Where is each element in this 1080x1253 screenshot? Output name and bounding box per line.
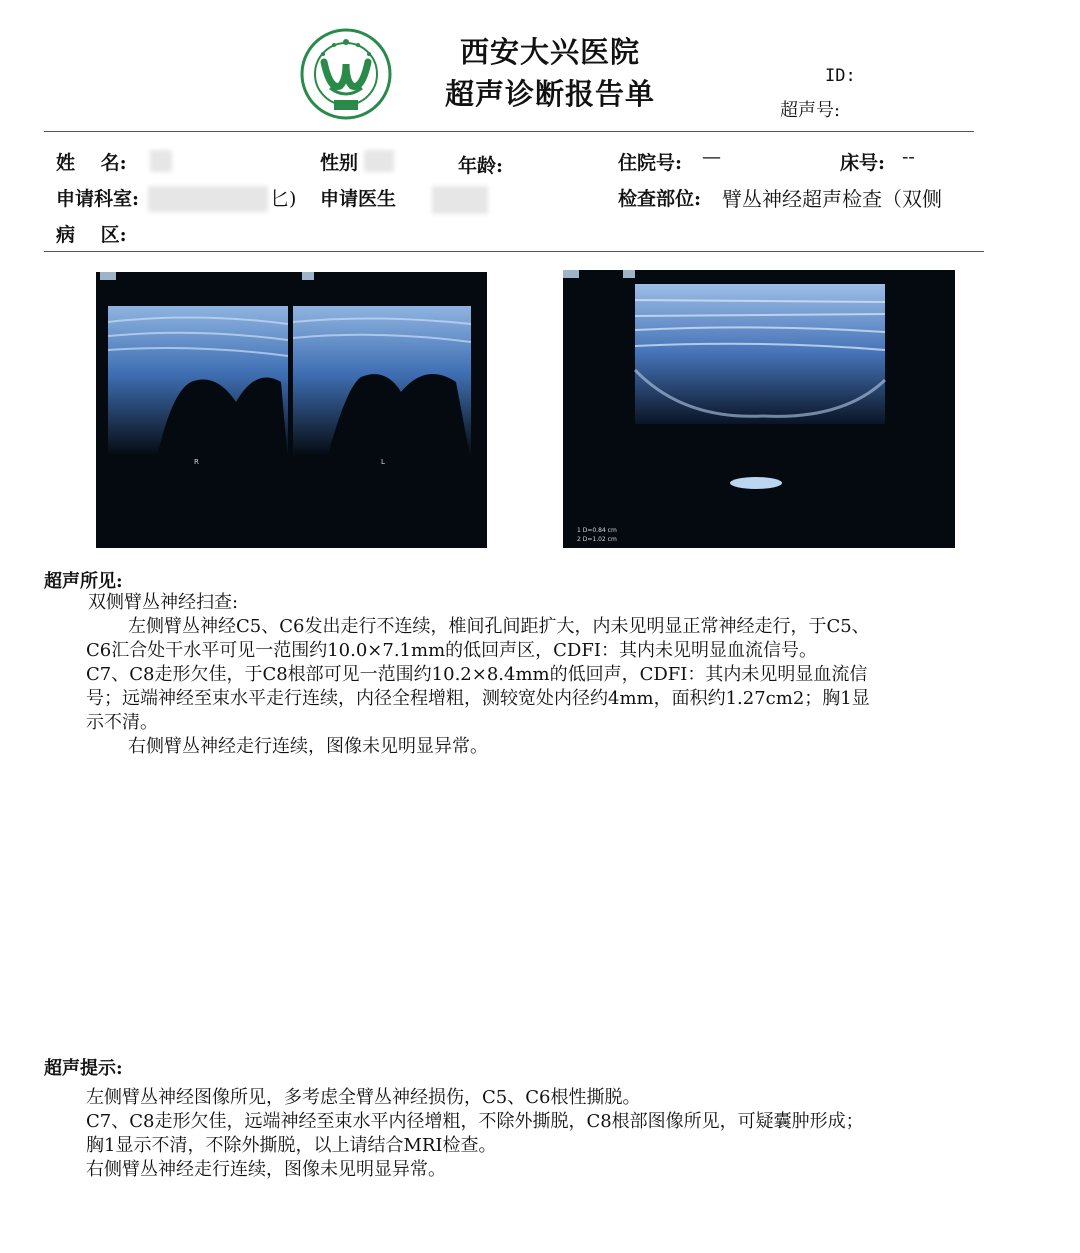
findings-line: 示不清。 — [86, 712, 158, 733]
inpatient-value: — — [702, 146, 721, 168]
ultrasound-image-longitudinal — [563, 270, 955, 548]
id-label: ID: — [825, 66, 856, 86]
bed-value: -- — [902, 146, 915, 168]
marker-l: L — [381, 458, 385, 466]
impression-heading: 超声提示: — [44, 1058, 123, 1079]
findings-line: 左侧臂丛神经C5、C6发出走行不连续，椎间孔间距扩大，内未见明显正常神经走行，于C5、 — [128, 616, 870, 637]
info-divider — [44, 251, 984, 252]
impression-line: 左侧臂丛神经图像所见，多考虑全臂丛神经损伤，C5、C6根性撕脱。 — [86, 1087, 641, 1108]
header-divider — [44, 131, 974, 132]
findings-body — [86, 591, 986, 759]
ultrasound-number-label: 超声号: — [780, 100, 841, 121]
hospital-name: 西安大兴医院 — [459, 35, 640, 69]
exam-label: 检查部位: — [618, 188, 702, 210]
ward-label: 病 区: — [56, 224, 127, 246]
sex-label: 性别 — [320, 152, 359, 174]
findings-line: 右侧臂丛神经走行连续，图像未见明显异常。 — [128, 736, 488, 757]
dept-redacted — [148, 186, 268, 212]
findings-heading: 超声所见: — [44, 571, 123, 592]
bed-label: 床号: — [840, 152, 886, 174]
findings-line: C7、C8走形欠佳，于C8根部可见一范围约10.2×8.4mm的低回声，CDFI：其内未见明显血流信 — [86, 664, 868, 685]
report-title: 超声诊断报告单 — [444, 77, 655, 111]
measure-2: 2 D=1.02 cm — [577, 536, 617, 543]
name-redacted — [150, 150, 172, 172]
exam-value: 臂丛神经超声检查（双侧 — [722, 187, 942, 211]
findings-line: C6汇合处干水平可见一范围约10.0×7.1mm的低回声区，CDFI：其内未见明显血流信号。 — [86, 640, 817, 661]
impression-line: C7、C8走形欠佳，远端神经至束水平内径增粗，不除外撕脱，C8根部图像所见，可疑囊肿形成； — [86, 1111, 864, 1132]
impression-line: 胸1显示不清，不除外撕脱，以上请结合MRI检查。 — [86, 1135, 497, 1156]
ultrasound-image-bilateral — [96, 272, 487, 548]
findings-line: 双侧臂丛神经扫查: — [88, 592, 239, 613]
dept-label: 申请科室: — [56, 188, 140, 210]
hospital-logo — [300, 28, 392, 120]
inpatient-label: 住院号: — [618, 152, 683, 174]
dept-value-tail: 匕) — [270, 188, 297, 210]
doctor-label: 申请医生 — [320, 188, 397, 210]
name-label: 姓 名: — [56, 152, 127, 174]
impression-line: 右侧臂丛神经走行连续，图像未见明显异常。 — [86, 1159, 446, 1180]
measure-1: 1 D=0.84 cm — [577, 527, 617, 534]
age-label: 年龄: — [458, 155, 504, 177]
marker-r: R — [194, 458, 199, 466]
doctor-redacted — [432, 186, 488, 214]
sex-redacted — [364, 150, 394, 172]
findings-line: 号；远端神经至束水平走行连续，内径全程增粗，测较宽处内径约4mm，面积约1.27cm2；胸1显 — [86, 688, 870, 709]
impression-body — [86, 1086, 986, 1182]
